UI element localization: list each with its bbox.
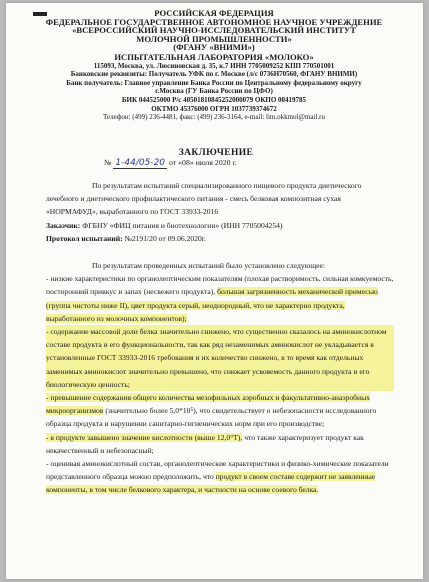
finding-3 (46, 391, 394, 431)
document-body (46, 179, 394, 497)
intro-paragraph: По результатам испытаний специализированного пищевого продукта диетического лечебного и диетического профилактического питания - смесь белковая композитная сухая «НОРМАФУД», выработанного по ГОСТ 33933-2016 (46, 181, 362, 217)
number-prefix: № (104, 158, 112, 167)
header-abbreviation: (ФГАНУ «ВНИМИ») (173, 42, 255, 53)
finding-2: - содержание массовой доли белка значительно снижено, что существенно сказалось на аминокислотном составе продукта и его функциональности, так как ряд незаменимых аминокислот не укладывается в установленные ГОСТ 33933-2016 требования и их количество снижено, в то время как отдельных заменимых аминокислот значительно превышено, что снижает усвояемость данного продукта и его биологическую ценность; (46, 325, 394, 391)
header-lab: ИСПЫТАТЕЛЬНАЯ ЛАБОРАТОРИЯ «МОЛОКО» (114, 51, 314, 62)
finding-4-text: что также характеризует продукт как некачественный и небезопасный; (46, 432, 364, 455)
document-number-line (104, 158, 334, 168)
header-institution-name-2: МОЛОЧНОЙ ПРОМЫШЛЕННОСТИ» (136, 33, 292, 44)
document-page (6, 3, 423, 579)
handwritten-number: 1-44/05-20 (115, 158, 166, 168)
customer-label: Заказчик: (46, 220, 81, 230)
protocol-value: №2191/20 от 09.06.2020г. (124, 233, 206, 243)
header-institution-type: ФЕДЕРАЛЬНОЕ ГОСУДАРСТВЕННОЕ АВТОНОМНОЕ НАУЧНОЕ УЧРЕЖДЕНИЕ (45, 16, 383, 27)
header-address: 115093, Москва, ул. Люсиновская д. 35, к.7 ИНН 7705009252 КПП 770501001 (93, 61, 335, 70)
header-institution-name: «ВСЕРОССИЙСКИЙ НАУЧНО-ИССЛЕДОВАТЕЛЬСКИЙ ИНСТИТУТ (72, 25, 356, 36)
finding-1 (46, 272, 394, 325)
letterhead (30, 9, 398, 122)
finding-5-highlight: продукт в своем составе содержит не заявленные компоненты, в том числе белкового характера, и частности на основе соевого белка. (46, 472, 376, 495)
finding-3-text: (значительно более 5,0*10⁵), что свидетельствует о небезопасности исследованного образца продукта и нарушении санитарно-гигиенических норм при его производстве; (46, 406, 377, 429)
finding-1-text: - низкие характеристики по органолептическим показателям (плохая растворимость, сильная комкуемость, посторонний привкус и запах (несвежего продукта), (46, 274, 394, 297)
finding-3-highlight: - превышение содержания общего количества мезофильных аэробных и факультативно-анаэробных микроорганизмов (46, 393, 371, 416)
header-bik: БИК 044525000 Р/с 40501810845252000079 ОКПО 00419785 (121, 95, 307, 104)
number-year: 2020 г. (214, 158, 237, 167)
header-oktmo: ОКТМО 45376000 ОГРН 1037739374672 (151, 104, 277, 113)
protocol-label: Протокол испытаний: (46, 233, 123, 243)
finding-5-text: - оценивая аминокислотный состав, органолептические характеристики и физико-химические показатели представленного образца можно предположить, что (46, 459, 389, 482)
finding-4-highlight: - в продукте завышено значение кислотности (выше 12,0°Т), (46, 432, 243, 442)
header-phone: Телефон: (499) 236-4481, факс: (499) 236-3164, e-mail: lim.okkmol@mail.ru (103, 113, 325, 122)
header-country: РОССИЙСКАЯ ФЕДЕРАЦИЯ (154, 8, 274, 18)
header-bank-1: Банковские реквизиты: Получатель УФК по г. Москве (л/с 0736Н70560, ФГАНУ ВНИМИ) (70, 70, 358, 79)
document-title: ЗАКЛЮЧЕНИЕ (178, 148, 254, 158)
number-month: июля (195, 158, 213, 167)
results-intro: По результатам проведенных испытаний было установлено следующее: (92, 261, 326, 271)
customer-value: ФГБНУ «ФИЦ питания и биотехнологии» (ИНН 7705004254) (82, 220, 283, 230)
finding-1-highlight: большая загрязненность механической примесью (группа чистоты ниже II), цвет продукта серый, неоднородный, что не характерно продукта, выработанного из молочных компонентов); (46, 287, 378, 323)
protocol-line (46, 232, 394, 245)
finding-4 (46, 431, 394, 457)
number-from: от (168, 158, 177, 167)
header-bank-3: г.Москва (ГУ Банка России по ЦФО) (155, 87, 273, 96)
number-day: «08» (178, 158, 194, 167)
header-bank-2: Банк получатель: Главное управление Банка России по Центральному федеральному округу (66, 78, 362, 87)
finding-5 (46, 457, 394, 497)
customer-line (46, 219, 394, 232)
